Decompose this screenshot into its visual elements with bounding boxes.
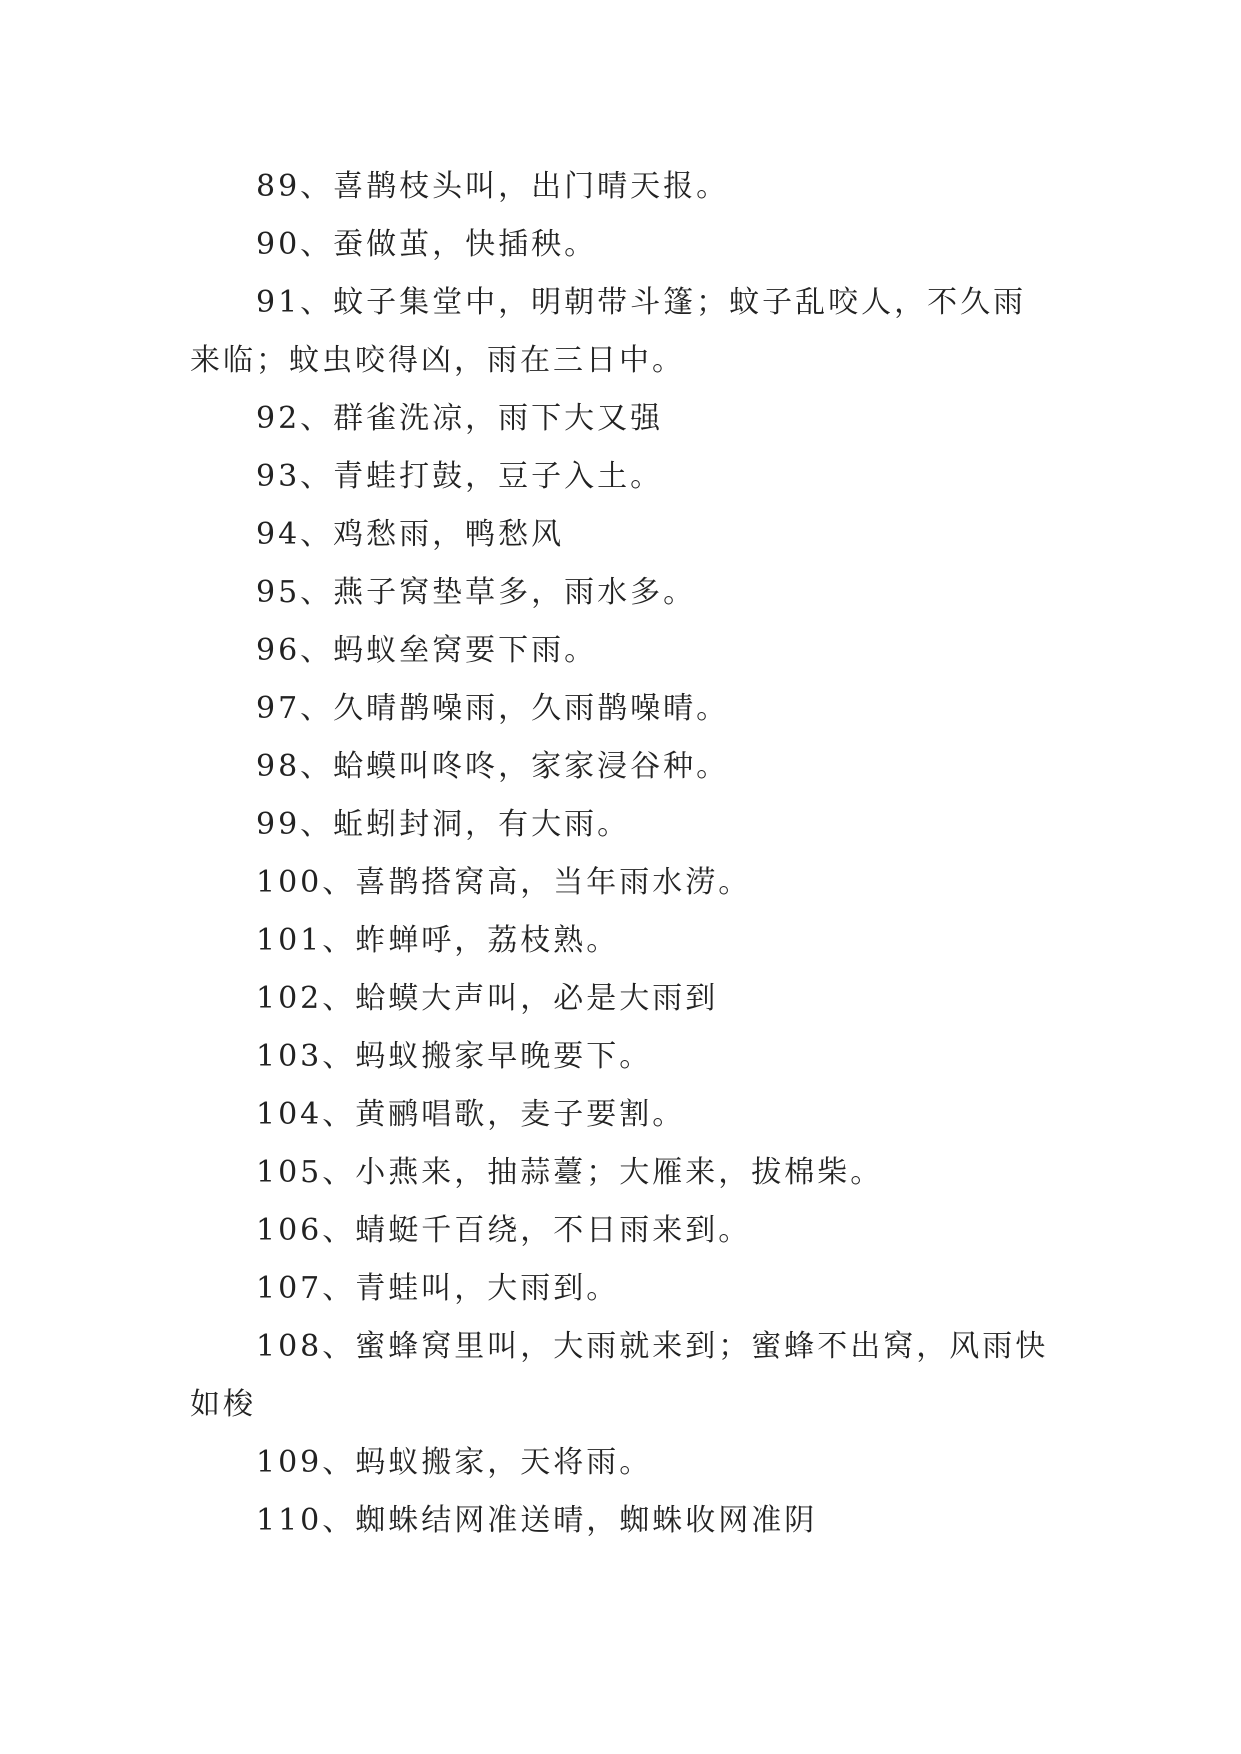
paragraph-109: 109、蚂蚁搬家，天将雨。 [256,1445,653,1480]
paragraph-89: 89、喜鹊枝头叫，出门晴天报。 [256,169,730,204]
paragraph-110: 110、蜘蛛结网准送晴，蜘蛛收网准阴 [256,1503,818,1538]
document-body [190,158,1050,1550]
paragraph-101: 101、蚱蝉呼，荔枝熟。 [256,923,620,958]
paragraph-93: 93、青蛙打鼓，豆子入土。 [256,459,664,494]
paragraph-99: 99、蚯蚓封洞，有大雨。 [256,807,631,842]
paragraph-95: 95、燕子窝垫草多，雨水多。 [256,575,697,610]
paragraph-108: 108、蜜蜂窝里叫，大雨就来到；蜜蜂不出窝，风雨快如梭 [190,1329,1049,1422]
paragraph-102: 102、蛤蟆大声叫，必是大雨到 [256,981,719,1016]
paragraph-90: 90、蚕做茧，快插秧。 [256,227,598,262]
paragraph-105: 105、小燕来，抽蒜薹；大雁来，拔棉柴。 [256,1155,884,1190]
paragraph-104: 104、黄鹂唱歌，麦子要割。 [256,1097,686,1132]
paragraph-91: 91、蚊子集堂中，明朝带斗篷；蚊子乱咬人，不久雨来临；蚊虫咬得凶，雨在三日中。 [190,285,1027,378]
paragraph-94: 94、鸡愁雨，鸭愁风 [256,517,565,552]
paragraph-96: 96、蚂蚁垒窝要下雨。 [256,633,598,668]
paragraph-100: 100、喜鹊搭窝高，当年雨水涝。 [256,865,752,900]
paragraph-98: 98、蛤蟆叫咚咚，家家浸谷种。 [256,749,730,784]
paragraph-107: 107、青蛙叫，大雨到。 [256,1271,620,1306]
paragraph-103: 103、蚂蚁搬家早晚要下。 [256,1039,653,1074]
paragraph-92: 92、群雀洗凉，雨下大又强 [256,401,664,436]
paragraph-106: 106、蜻蜓千百绕，不日雨来到。 [256,1213,752,1248]
paragraph-97: 97、久晴鹊噪雨，久雨鹊噪晴。 [256,691,730,726]
